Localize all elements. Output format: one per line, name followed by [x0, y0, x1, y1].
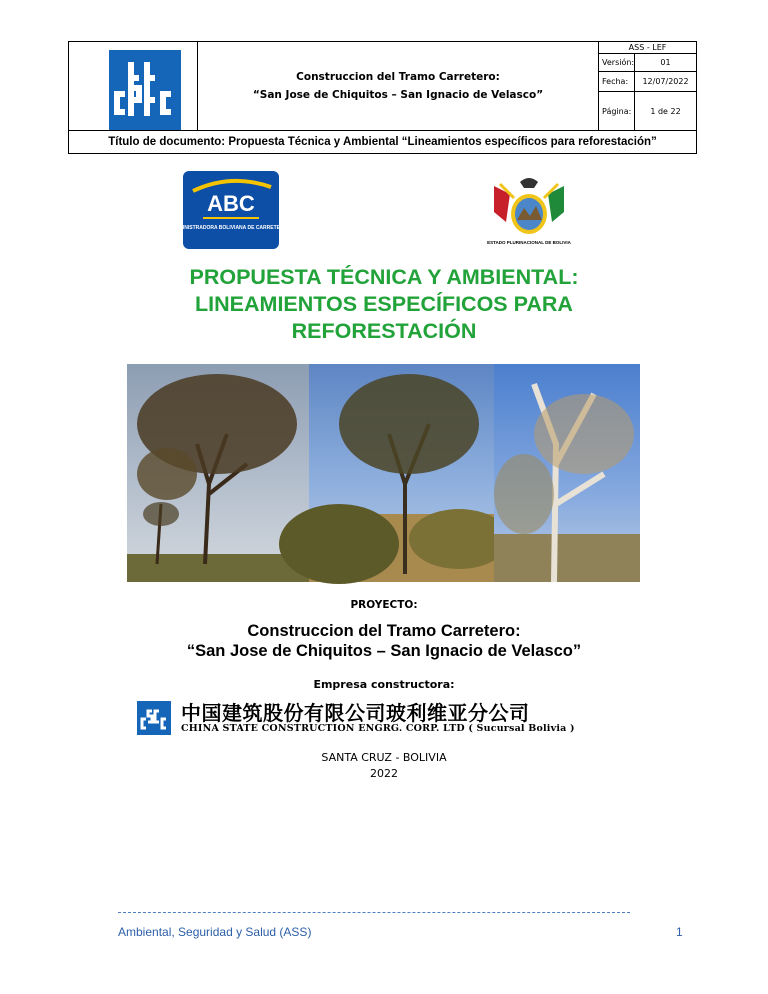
date-value: 12/07/2022 [642, 77, 689, 86]
cscec-mini-logo [137, 701, 171, 735]
footer-department: Ambiental, Seguridad y Salud (ASS) [118, 925, 312, 939]
header-project-line2: “San Jose de Chiquitos – San Ignacio de Velasco” [252, 89, 544, 101]
abc-logo [171, 171, 291, 249]
company-name-english: CHINA STATE CONSTRUCTION ENGRG. CORP. LTD ( Sucursal Bolivia ) [181, 723, 575, 734]
cscec-mini-logo-icon [137, 701, 171, 735]
abc-logo-subtitle: ADMINISTRADORA BOLIVIANA DE CARRETERAS [171, 225, 291, 231]
place-year: 2022 [370, 767, 398, 780]
page-row [599, 92, 696, 130]
company-banner [137, 699, 627, 737]
project-title [0, 621, 768, 661]
coat-of-arms-caption: ESTADO PLURINACIONAL DE BOLIVIA [487, 240, 571, 245]
coat-of-arms-icon [480, 172, 578, 254]
company-label: Empresa constructora: [313, 678, 455, 691]
header-logo-cell [69, 42, 198, 130]
version-label: Versión: [599, 54, 635, 71]
page-value: 1 de 22 [650, 106, 681, 116]
tree-photos [127, 364, 640, 582]
version-value: 01 [660, 58, 671, 67]
project-title-line2: “San Jose de Chiquitos – San Ignacio de Velasco” [186, 642, 582, 660]
header-project-title [198, 42, 599, 130]
place-city: SANTA CRUZ - BOLIVIA [321, 751, 447, 764]
main-title [100, 264, 668, 345]
tree-image-2 [309, 364, 494, 582]
project-title-line1: Construccion del Tramo Carretero: [247, 622, 521, 640]
date-label: Fecha: [599, 72, 635, 91]
version-row [599, 54, 696, 72]
cscec-logo-icon [109, 50, 181, 130]
header-meta [599, 42, 696, 130]
footer-page-number: 1 [676, 925, 683, 939]
footer-divider [118, 912, 630, 913]
doc-code: ASS - LEF [599, 42, 696, 54]
tree-photo-2 [309, 364, 494, 582]
main-title-line3: REFORESTACIÓN [291, 319, 477, 343]
abc-logo-name: ABC [207, 191, 255, 216]
cscec-logo [109, 50, 181, 130]
document-header [68, 41, 697, 154]
header-project-line1: Construccion del Tramo Carretero: [296, 71, 500, 83]
main-title-line1: PROPUESTA TÉCNICA Y AMBIENTAL: [189, 265, 579, 289]
date-row [599, 72, 696, 92]
bolivia-coat-of-arms [480, 172, 578, 254]
page-label: Página: [599, 92, 635, 130]
document-title: Título de documento: Propuesta Técnica y Ambiental “Lineamientos específicos para reforestación” [69, 130, 696, 154]
company-name-chinese: 中国建筑股份有限公司玻利维亚分公司 [181, 701, 530, 725]
main-title-line2: LINEAMIENTOS ESPECÍFICOS PARA [195, 292, 573, 316]
tree-photo-3 [494, 364, 640, 582]
project-label: PROYECTO: [350, 599, 418, 611]
abc-logo-icon [171, 171, 291, 249]
tree-image-3 [494, 364, 640, 582]
place-and-year [0, 750, 768, 782]
